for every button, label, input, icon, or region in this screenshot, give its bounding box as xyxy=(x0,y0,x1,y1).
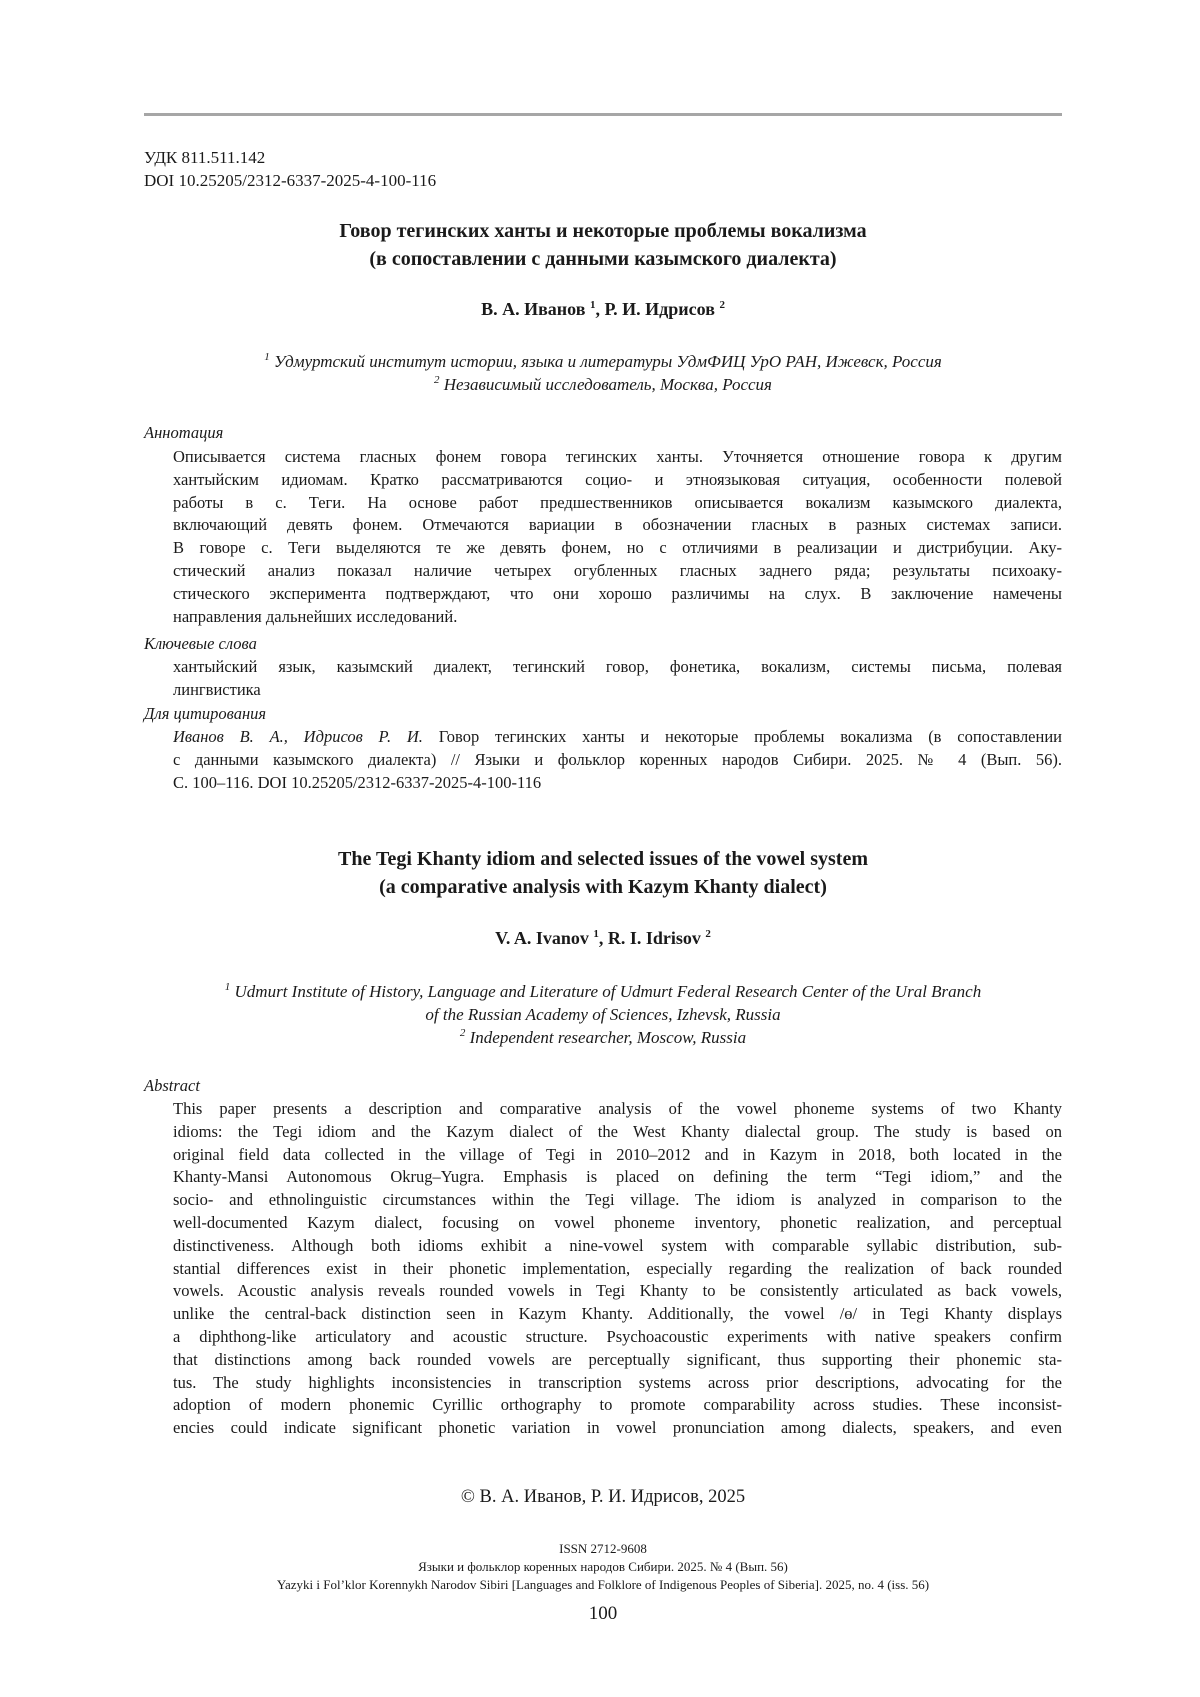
ru-abstract-line: В говоре с. Теги выделяются те же девять фонем, но с отличиями в реализации и дистрибуции. Аку- xyxy=(173,538,1062,558)
en-abstract-line: unlike the central-back distinction seen in Kazym Khanty. Additionally, the vowel /ɵ/ in Tegi Khanty displays xyxy=(173,1304,1062,1324)
udk-code: УДК 811.511.142 xyxy=(144,148,266,167)
en-abstract-line: distinctiveness. Although both idioms exhibit a nine-vowel system with comparable syllabic distribution, sub- xyxy=(173,1235,1062,1255)
en-title xyxy=(144,845,1062,901)
ru-citation xyxy=(173,726,1062,794)
en-author-1: V. A. Ivanov xyxy=(495,928,589,948)
page-number: 100 xyxy=(588,1603,618,1624)
en-abstract-line: a diphthong-like articulatory and acoustic structure. Psychoacoustic experiments with native speakers confirm xyxy=(173,1326,1062,1346)
en-abstract-line: encies could indicate significant phonetic variation in vowel pronunciation among dialects, speakers, and even xyxy=(173,1418,1062,1438)
ru-affil-2: Независимый исследователь, Москва, Россия xyxy=(443,375,772,394)
ru-author-2: Р. И. Идрисов xyxy=(604,299,715,319)
en-abstract-label: Abstract xyxy=(144,1076,200,1095)
ru-abstract-line: работы в с. Теги. На основе работ предшественников описывается вокализм казымского диалекта, xyxy=(173,492,1062,512)
journal-footer xyxy=(144,1540,1062,1594)
article-meta xyxy=(144,146,436,192)
en-abstract xyxy=(173,1098,1062,1440)
ru-title xyxy=(144,217,1062,273)
ru-title-line2: (в сопоставлении с данными казымского диалекта) xyxy=(369,248,837,270)
en-abstract-line: idioms: the Tegi idiom and the Kazym dialect of the West Khanty dialectal group. The study is based on xyxy=(173,1121,1062,1141)
ru-abstract-line: направления дальнейших исследований. xyxy=(173,606,458,626)
ru-affiliations xyxy=(144,350,1062,396)
en-affil-1-line2: of the Russian Academy of Sciences, Izhevsk, Russia xyxy=(425,1005,781,1024)
ru-abstract-label: Аннотация xyxy=(144,423,224,442)
ru-citation-line1-rest: Говор тегинских ханты и некоторые проблемы вокализма (в сопоставлении xyxy=(438,727,1062,746)
ru-keywords-label: Ключевые слова xyxy=(144,634,257,653)
ru-abstract-line: Описывается система гласных фонем говора тегинских ханты. Уточняется отношение говора к другим xyxy=(173,447,1062,466)
ru-author-1: В. А. Иванов xyxy=(481,299,586,319)
ru-keywords xyxy=(173,656,1062,702)
ru-author-2-sup: 2 xyxy=(719,299,725,311)
en-abstract-line: original field data collected in the village of Tegi in 2010–2012 and in Kazym in 2018, both located in the xyxy=(173,1144,1062,1164)
en-author-2-sup: 2 xyxy=(705,928,711,940)
en-authors: V. A. Ivanov $^1$, R. I. Idrisov $^2$ xyxy=(495,928,711,948)
ru-author-1-sup: 1 xyxy=(589,299,596,311)
ru-citation-line: С. 100–116. DOI 10.25205/2312-6337-2025-4-100-116 xyxy=(173,772,542,792)
en-abstract-line: well-documented Kazym dialect, focusing on vowel phoneme inventory, phonetic realization, and perceptual xyxy=(173,1212,1062,1232)
en-abstract-line: Khanty-Mansi Autonomous Okrug–Yugra. Emphasis is placed on defining the term “Tegi idiom,” and the xyxy=(173,1167,1062,1187)
footer-issn: ISSN 2712-9608 xyxy=(559,1541,647,1556)
ru-citation-authors: Иванов В. А., Идрисов Р. И. xyxy=(173,727,423,746)
en-affil-1-line1: Udmurt Institute of History, Language and Literature of Udmurt Federal Research Center of the Ural Branch xyxy=(234,982,982,1001)
en-abstract-line: socio- and ethnolinguistic circumstances within the Tegi village. The idiom is analyzed in comparison to the xyxy=(173,1190,1062,1210)
ru-citation-line xyxy=(173,726,1062,749)
en-abstract-line: that distinctions among back rounded vowels are perceptually significant, thus supporting their phonemic sta- xyxy=(173,1349,1062,1369)
ru-abstract-line: стический анализ показал наличие четырех огубленных гласных заднего ряда; результаты психоаку- xyxy=(173,560,1062,580)
ru-keywords-line: лингвистика xyxy=(173,679,261,699)
en-affil-2-sup: 2 xyxy=(459,1027,466,1039)
ru-keywords-line: хантыйский язык, казымский диалект, тегинский говор, фонетика, вокализм, системы письма, полевая xyxy=(173,657,1062,676)
en-abstract-line: adoption of modern phonemic Cyrillic orthography to promote comparability across studies. These inconsist- xyxy=(173,1395,1062,1415)
en-title-line1: The Tegi Khanty idiom and selected issues of the vowel system xyxy=(337,848,869,870)
en-affiliations xyxy=(144,980,1062,1049)
ru-abstract-line: включающий девять фонем. Отмечаются вариации в обозначении гласных в разных системах записи. xyxy=(173,515,1062,535)
ru-title-line1: Говор тегинских ханты и некоторые проблемы вокализма xyxy=(339,220,867,242)
ru-citation-label: Для цитирования xyxy=(144,704,267,723)
en-abstract-line: stantial differences exist in their phonetic implementation, especially regarding the realization of back rounded xyxy=(173,1258,1062,1278)
en-title-line2: (a comparative analysis with Kazym Khanty dialect) xyxy=(379,876,827,898)
top-rule xyxy=(144,113,1062,116)
ru-affil-2-sup: 2 xyxy=(434,374,440,386)
en-affil-2: Independent researcher, Moscow, Russia xyxy=(469,1028,747,1047)
ru-abstract-line: хантыйским идиомам. Кратко рассматриваются социо- и этноязыковая ситуация, особенности полевой xyxy=(173,469,1062,489)
doi: DOI 10.25205/2312-6337-2025-4-100-116 xyxy=(144,171,437,190)
copyright: © В. А. Иванов, Р. И. Идрисов, 2025 xyxy=(460,1487,746,1507)
en-abstract-line: vowels. Acoustic analysis reveals rounded vowels in Tegi Khanty to be consistently articulated as back vowels, xyxy=(173,1281,1062,1301)
ru-citation-line: с данными казымского диалекта) // Языки и фольклор коренных народов Сибири. 2025. № 4 (Вып. 56). xyxy=(173,749,1062,769)
ru-affil-1-sup: 1 xyxy=(264,351,270,363)
en-author-2: R. I. Idrisov xyxy=(607,928,701,948)
en-abstract-line: This paper presents a description and comparative analysis of the vowel phoneme systems of two Khanty xyxy=(173,1099,1062,1118)
ru-affil-1: Удмуртский институт истории, языка и литературы УдмФИЦ УрО РАН, Ижевск, Россия xyxy=(273,352,942,371)
en-affil-1-sup: 1 xyxy=(224,981,231,993)
en-abstract-line: tus. The study highlights inconsistencies in transcription systems across prior descriptions, advocating for the xyxy=(173,1372,1062,1392)
footer-journal-en: Yazyki i Fol’klor Korennykh Narodov Sibiri [Languages and Folklore of Indigenous Peoples of Siberia]. 2025, no. 4 (iss. 56) xyxy=(276,1577,930,1592)
ru-abstract xyxy=(173,446,1062,628)
ru-abstract-line: стического эксперимента подтверждают, что они хорошо различимы на слух. В заключение намечены xyxy=(173,583,1062,603)
footer-journal-ru: Языки и фольклор коренных народов Сибири. 2025. № 4 (Вып. 56) xyxy=(418,1559,788,1574)
en-author-1-sup: 1 xyxy=(593,928,599,940)
ru-authors: В. А. Иванов $^1$, Р. И. Идрисов $^2$ xyxy=(481,299,725,319)
